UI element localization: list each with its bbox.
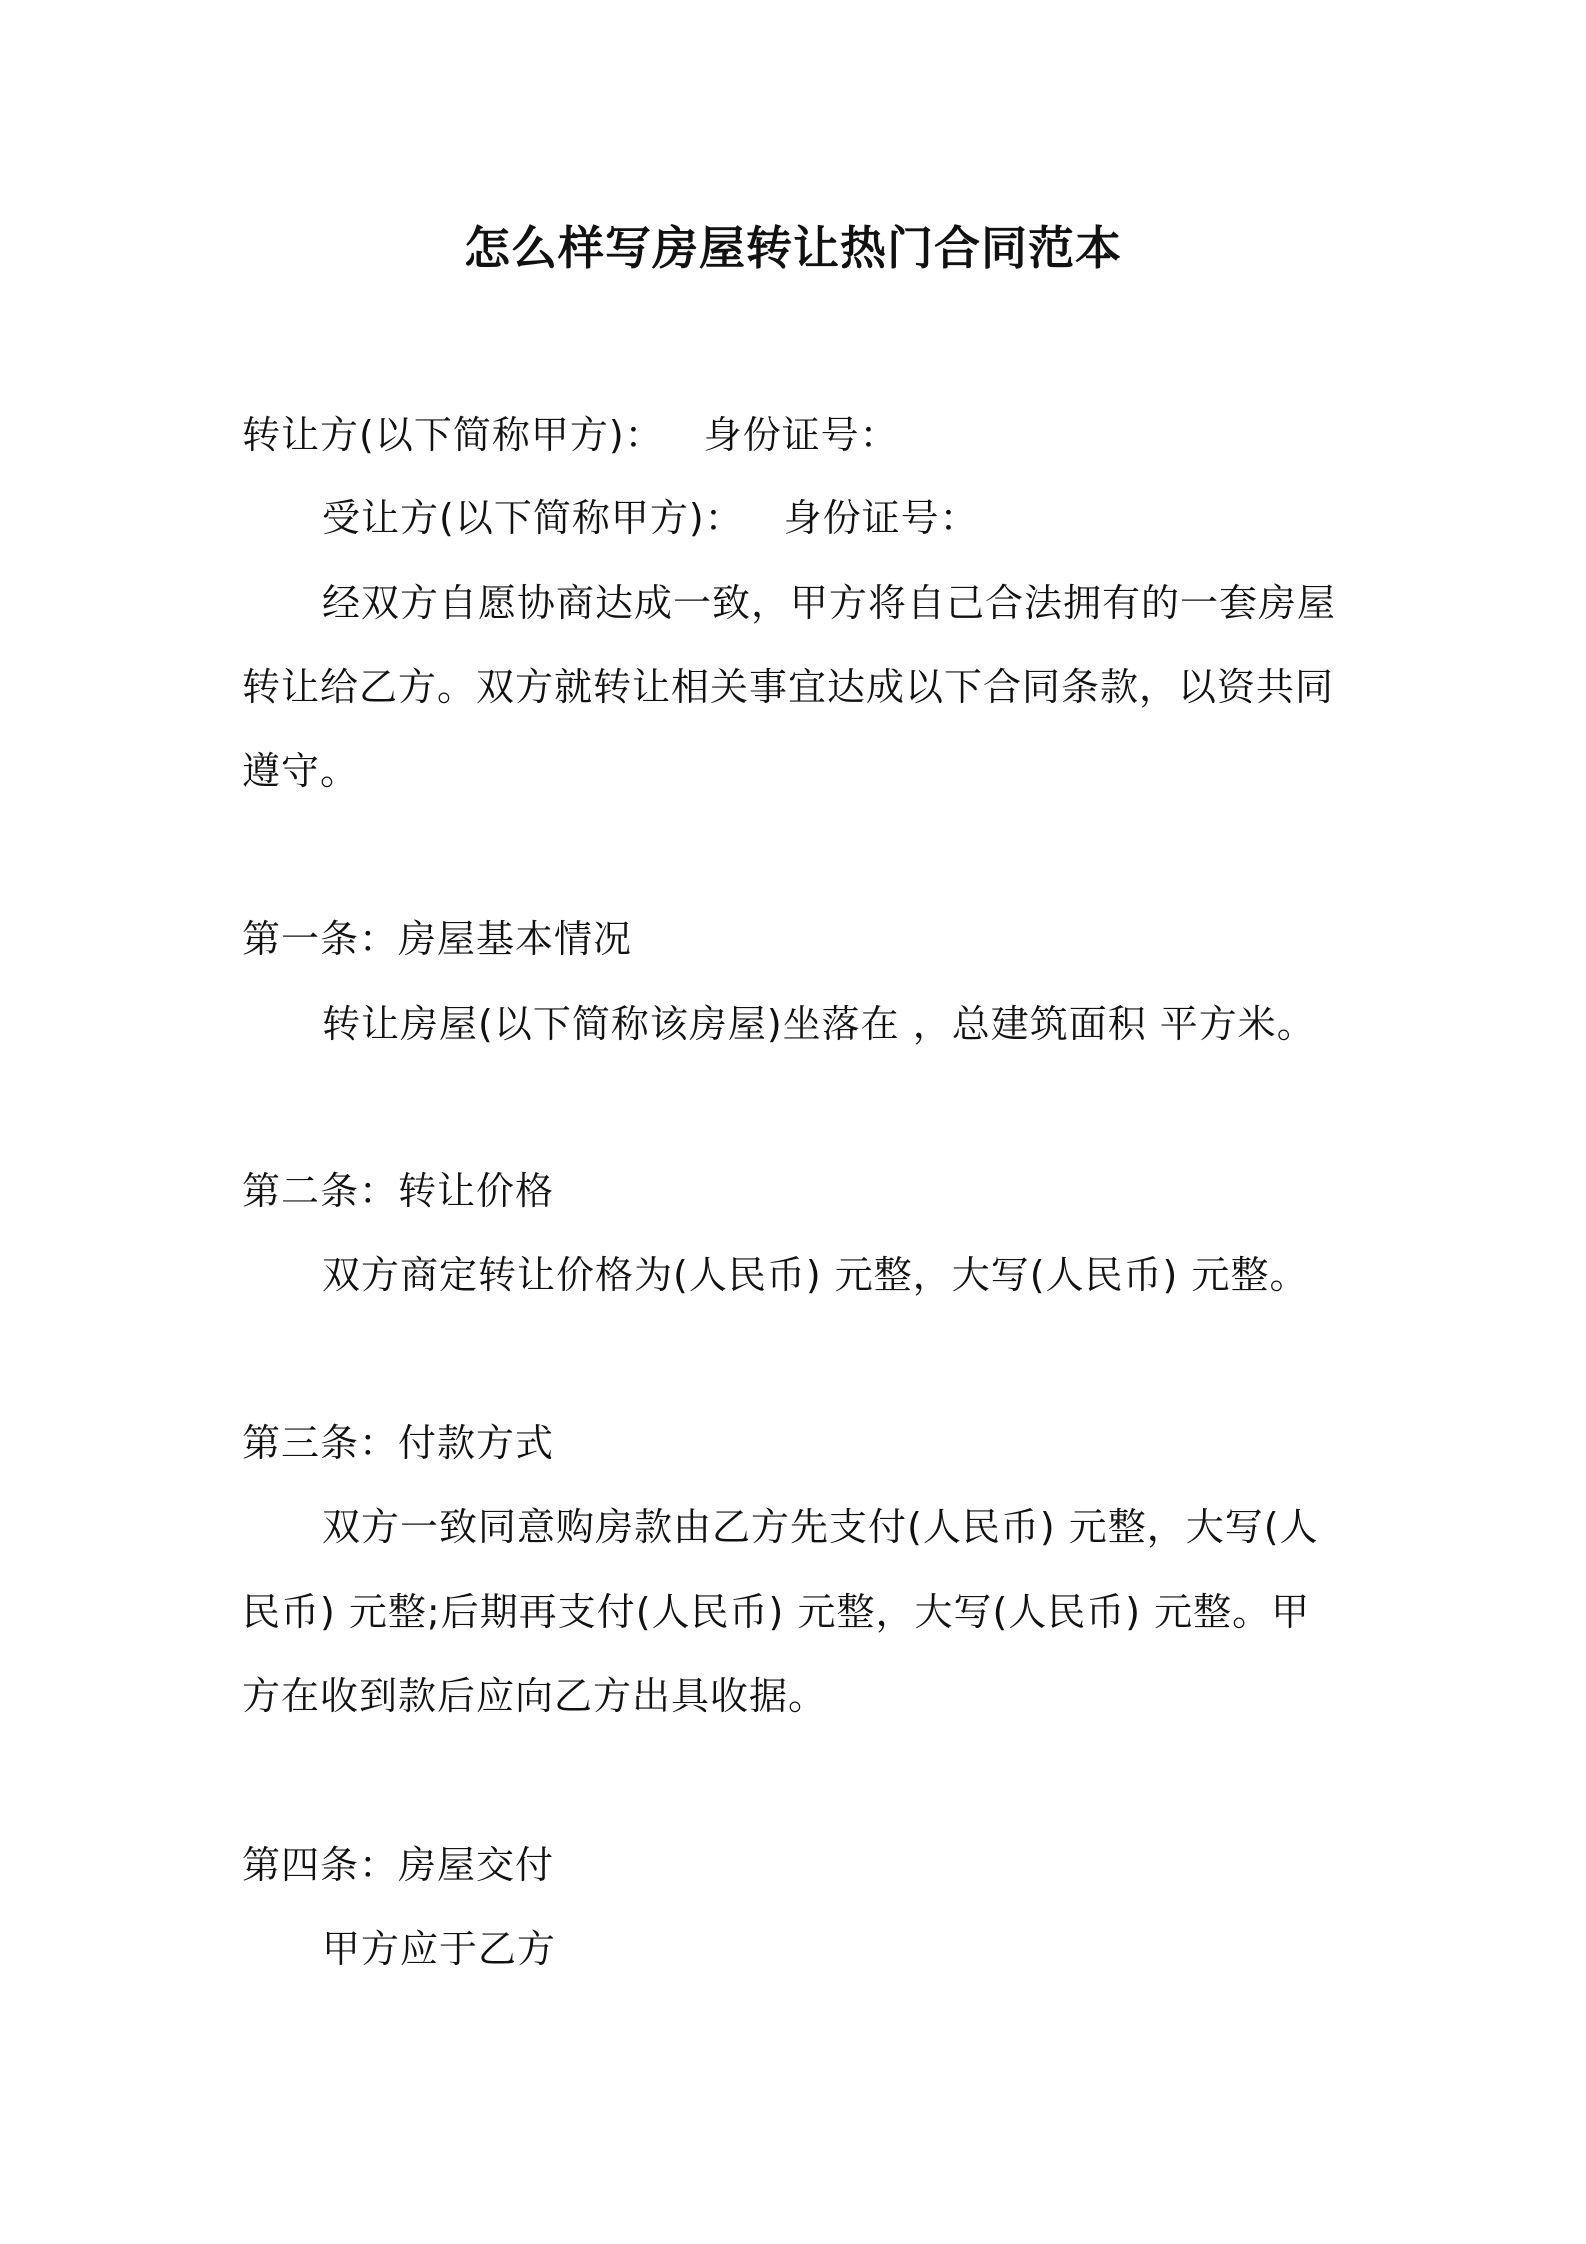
- article-4-heading: 第四条：房屋交付: [242, 1843, 555, 1887]
- article-3-text-3: 方在收到款后应向乙方出具收据。: [242, 1674, 828, 1718]
- article-3-text-2: 民币) 元整;后期再支付(人民币) 元整，大写(人民币) 元整。甲: [242, 1590, 1311, 1634]
- article-1-text: 转让房屋(以下简称该房屋)坐落在 ，总建筑面积 平方米。: [322, 1002, 1316, 1046]
- article-3-heading: 第三条：付款方式: [242, 1421, 555, 1465]
- intro-line-3: 遵守。: [242, 749, 360, 793]
- document-title: 怎么样写房屋转让热门合同范本: [464, 221, 1122, 275]
- article-4-text: 甲方应于乙方: [322, 1927, 557, 1971]
- article-2-text: 双方商定转让价格为(人民币) 元整，大写(人民币) 元整。: [322, 1253, 1309, 1297]
- intro-line-1: 经双方自愿协商达成一致，甲方将自己合法拥有的一套房屋: [322, 581, 1337, 625]
- intro-line-2: 转让给乙方。双方就转让相关事宜达成以下合同条款，以资共同: [242, 665, 1335, 709]
- transferor-line: [242, 410, 899, 460]
- transferor-label: 转让方(以下简称甲方)：: [242, 413, 664, 457]
- article-3-text-1: 双方一致同意购房款由乙方先支付(人民币) 元整，大写(人: [322, 1505, 1319, 1549]
- article-1-heading: 第一条：房屋基本情况: [242, 917, 633, 961]
- transferee-id-label: 身份证号：: [783, 496, 979, 540]
- article-2-heading: 第二条：转让价格: [242, 1169, 555, 1213]
- transferee-line: [322, 493, 979, 543]
- transferor-id-label: 身份证号：: [703, 413, 899, 457]
- transferee-label: 受让方(以下简称甲方)：: [322, 496, 744, 540]
